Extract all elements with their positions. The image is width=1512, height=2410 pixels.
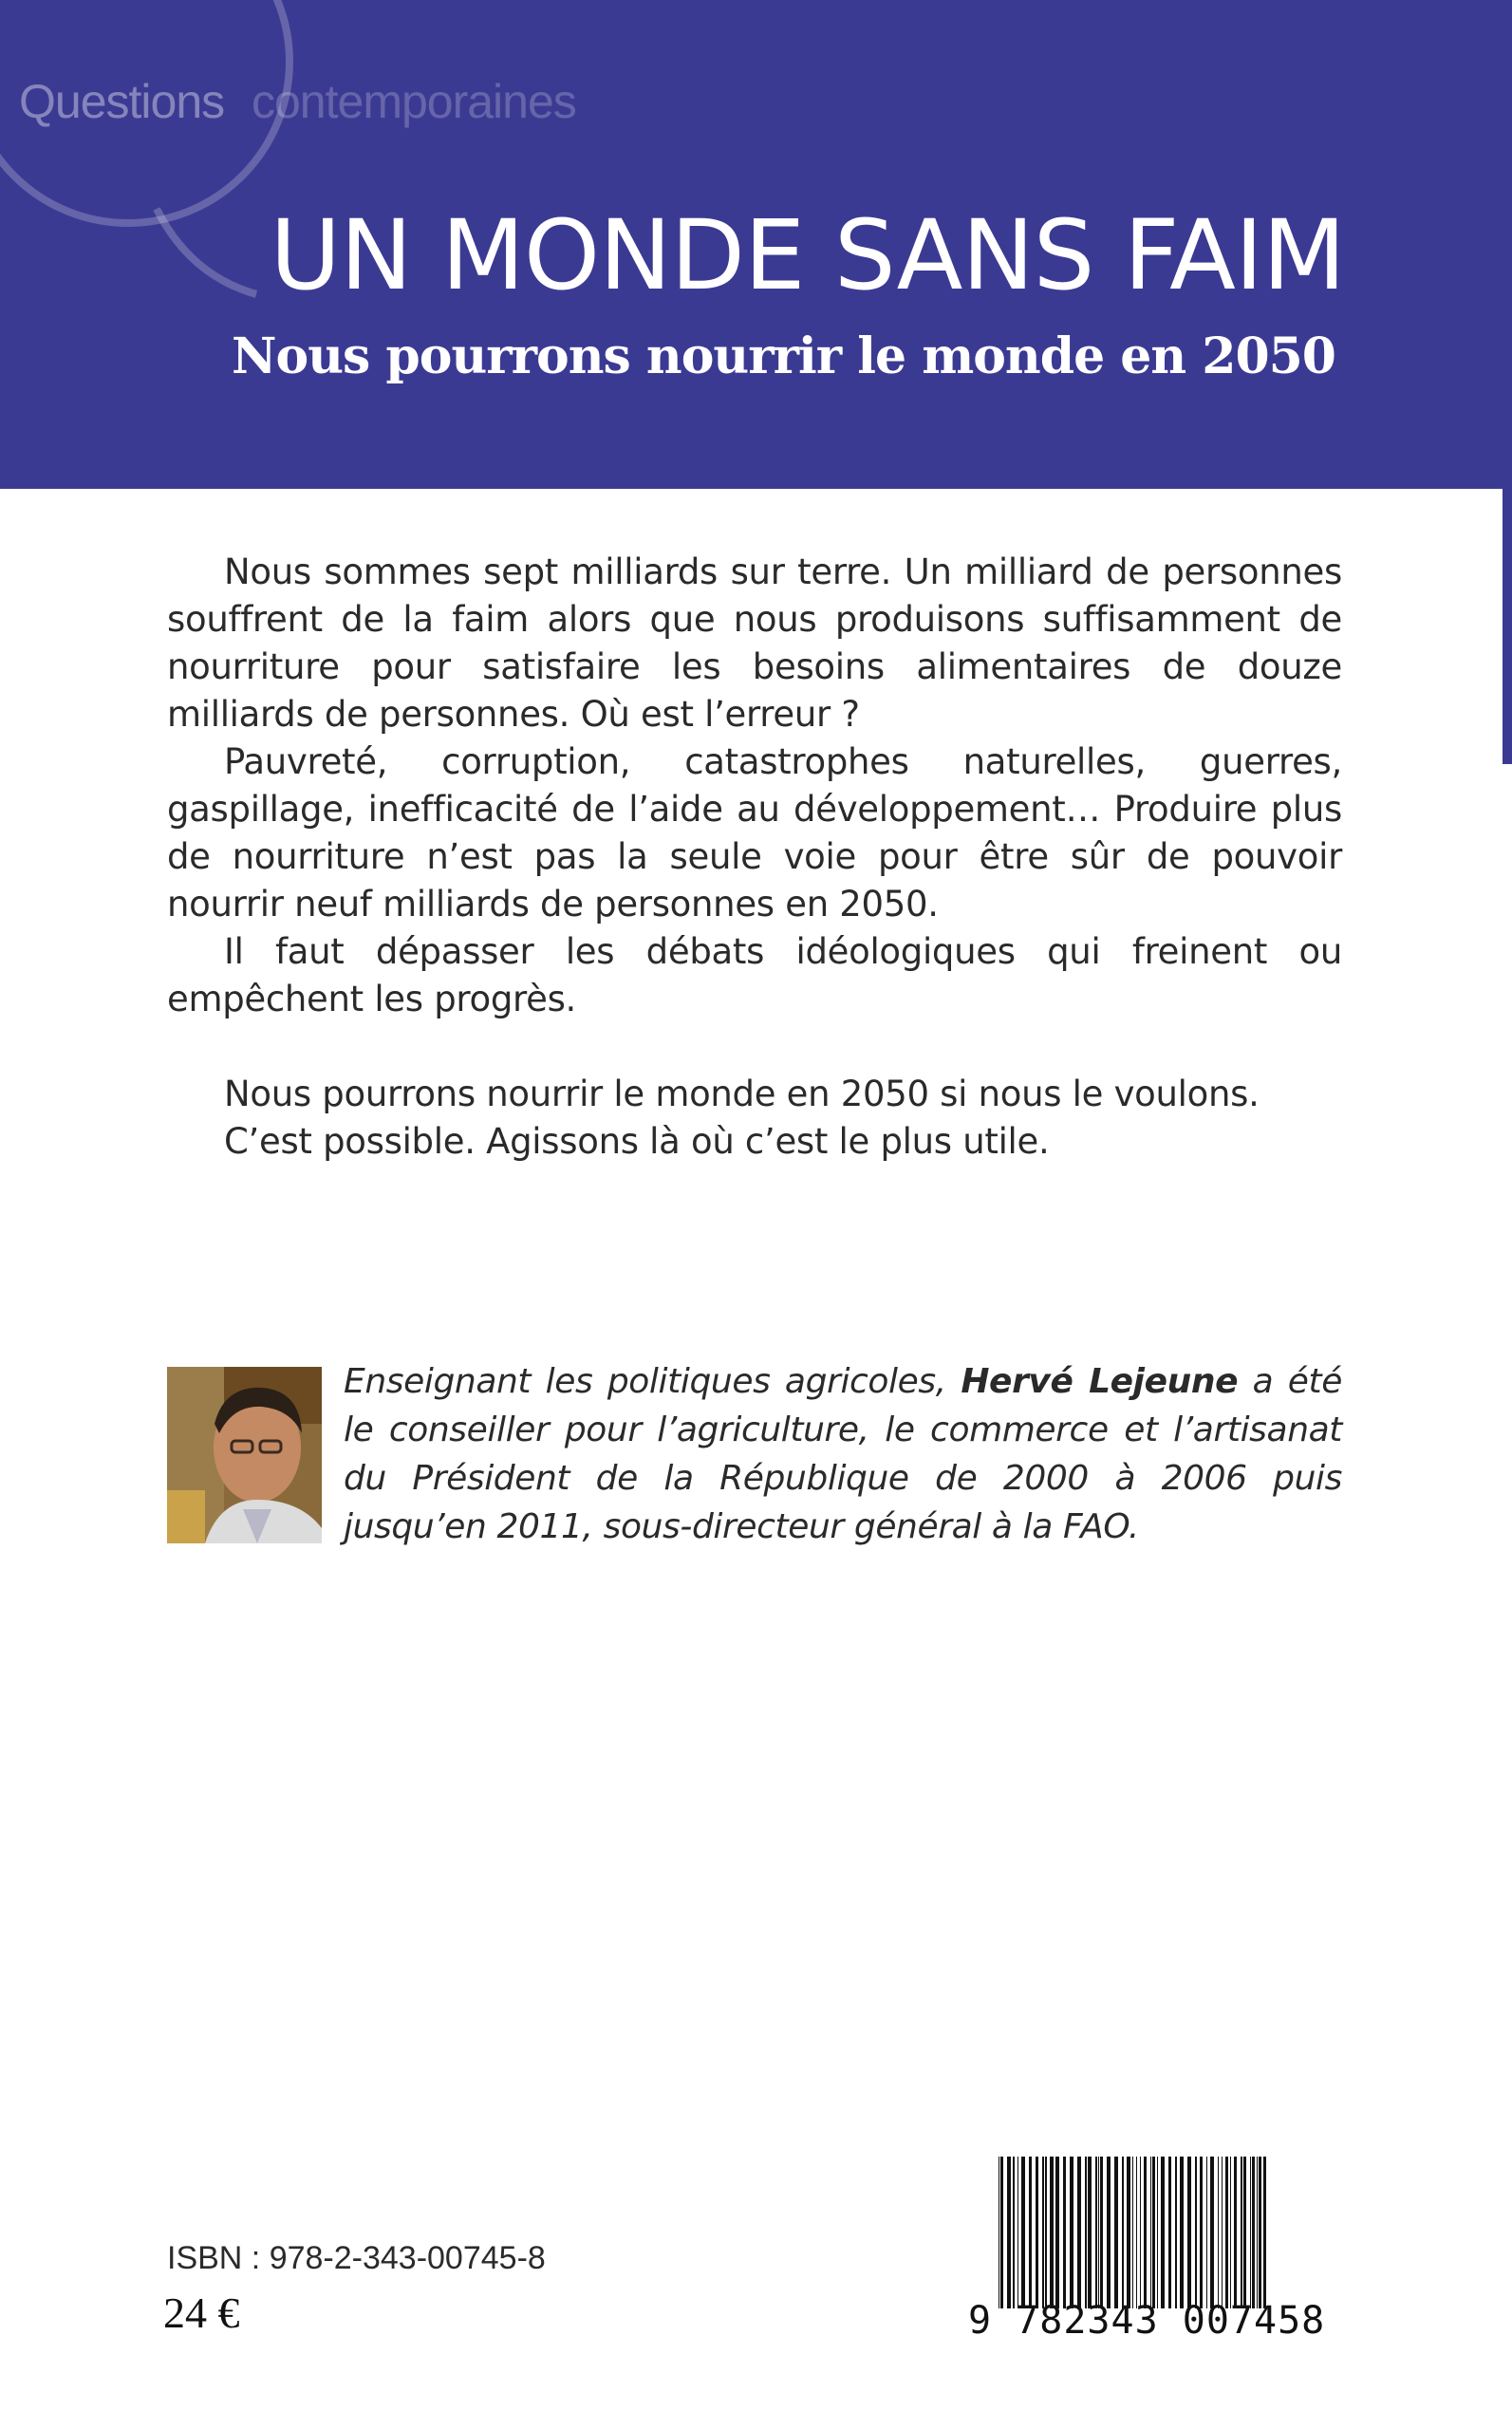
- barcode-bar: [1152, 2157, 1155, 2308]
- spine-edge-strip: [1503, 489, 1512, 764]
- barcode-bar: [1222, 2157, 1223, 2308]
- barcode-bar: [1127, 2157, 1130, 2308]
- blurb-paragraph: Il faut dépasser les débats idéologiques qui freinent ou empêchent les progrès.: [167, 931, 1342, 1019]
- barcode-bar: [1200, 2157, 1203, 2308]
- barcode-bar: [1252, 2157, 1255, 2308]
- barcode-bar: [1241, 2157, 1242, 2308]
- barcode-bar: [1055, 2157, 1059, 2308]
- barcode: [997, 2157, 1342, 2308]
- barcode-bar: [1098, 2157, 1099, 2308]
- barcode-bar: [1243, 2157, 1246, 2308]
- barcode-bar: [1095, 2157, 1097, 2308]
- barcode-bar: [1259, 2157, 1261, 2308]
- barcode-bar: [1180, 2157, 1184, 2308]
- barcode-bar: [1263, 2157, 1266, 2308]
- barcode-bar: [1140, 2157, 1141, 2308]
- barcode-bar: [1000, 2157, 1003, 2308]
- barcode-bar: [1007, 2157, 1011, 2308]
- blurb-paragraph: Nous pourrons nourrir le monde en 2050 si nous le voulons.: [224, 1074, 1260, 1114]
- author-bio: [344, 1357, 1342, 1551]
- barcode-bar: [1029, 2157, 1032, 2308]
- author-photo: [167, 1367, 322, 1543]
- price-text: 24 €: [163, 2289, 240, 2337]
- barcode-bar: [1250, 2157, 1251, 2308]
- book-subtitle: Nous pourrons nourrir le monde en 2050: [232, 327, 1335, 385]
- barcode-bar: [1122, 2157, 1124, 2308]
- barcode-bar: [1195, 2157, 1197, 2308]
- barcode-bar: [1088, 2157, 1092, 2308]
- barcode-bar: [1036, 2157, 1038, 2308]
- barcode-bar: [1257, 2157, 1258, 2308]
- barcode-bar: [1218, 2157, 1219, 2308]
- author-bio-details: a été le conseiller pour l’agriculture, le commerce et l’artisanat du Président de la République de 2000 à 2006 puis jusqu’en 2011, sous-directeur général à la FAO.: [344, 1362, 1342, 1546]
- author-bio-intro: Enseignant les politiques agricoles,: [344, 1362, 961, 1401]
- blurb-paragraph: Nous sommes sept milliards sur terre. Un milliard de personnes souffrent de la faim alors que nous produisons suffisamment de nourriture pour satisfaire les besoins alimentaires de douze milliards de personnes. Où est l’erreur ?: [167, 551, 1342, 735]
- blurb-paragraph: C’est possible. Agissons là où c’est le plus utile.: [224, 1121, 1050, 1162]
- barcode-bar: [1042, 2157, 1044, 2308]
- barcode-bar: [1187, 2157, 1191, 2308]
- barcode-bar: [1210, 2157, 1214, 2308]
- barcode-bar: [1234, 2157, 1237, 2308]
- barcode-bar: [1045, 2157, 1047, 2308]
- series-name-second-word: contemporaines: [252, 75, 576, 128]
- barcode-bar: [1107, 2157, 1111, 2308]
- barcode-bar: [1206, 2157, 1207, 2308]
- book-title: UN MONDE SANS FAIM: [270, 199, 1345, 312]
- header-band: [0, 0, 1512, 489]
- blurb-paragraph: Pauvreté, corruption, catastrophes naturelles, guerres, gaspillage, inefficacité de l’aide au développement… Produire plus de nourriture n’est pas la seule voie pour être sûr de pouvoir nourrir neuf milliards de personnes en 2050.: [167, 741, 1342, 925]
- barcode-bar: [1085, 2157, 1087, 2308]
- author-name: Hervé Lejeune: [961, 1362, 1239, 1401]
- barcode-bar: [1077, 2157, 1081, 2308]
- barcode-bar: [1070, 2157, 1073, 2308]
- barcode-bar: [1175, 2157, 1177, 2308]
- barcode-bar: [1168, 2157, 1171, 2308]
- barcode-bar: [1144, 2157, 1147, 2308]
- barcode-bar: [1013, 2157, 1015, 2308]
- barcode-bar: [1161, 2157, 1165, 2308]
- isbn-text: ISBN : 978-2-343-00745-8: [167, 2240, 546, 2276]
- barcode-digits: 9 782343 007458: [968, 2299, 1326, 2343]
- series-name-first-word: Questions: [19, 75, 225, 128]
- barcode-bar: [1150, 2157, 1151, 2308]
- barcode-bar: [1136, 2157, 1137, 2308]
- barcode-bar: [1132, 2157, 1133, 2308]
- back-cover-blurb: [167, 549, 1342, 1166]
- barcode-bar: [1114, 2157, 1118, 2308]
- barcode-bar: [1021, 2157, 1025, 2308]
- barcode-bar: [1225, 2157, 1228, 2308]
- barcode-bar: [1157, 2157, 1158, 2308]
- barcode-bar: [1017, 2157, 1018, 2308]
- barcode-bar: [1050, 2157, 1054, 2308]
- barcode-bar: [1100, 2157, 1103, 2308]
- barcode-bar: [1230, 2157, 1231, 2308]
- barcode-bar: [1063, 2157, 1066, 2308]
